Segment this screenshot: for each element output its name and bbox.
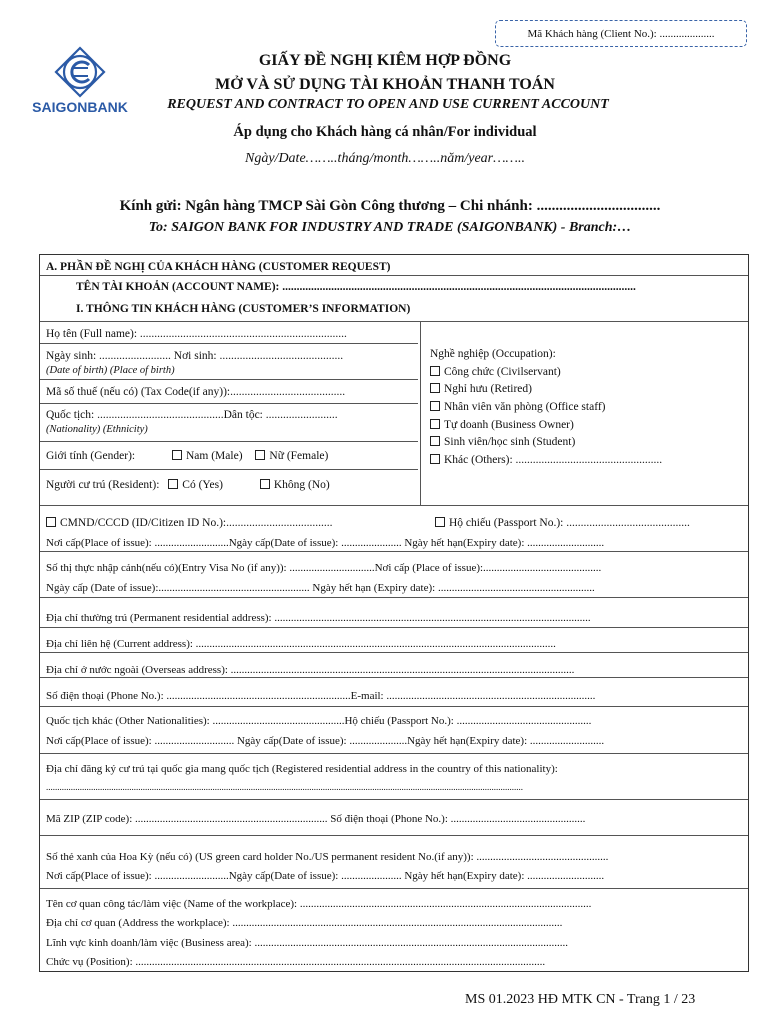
- client-number-box[interactable]: Mã Khách hàng (Client No.): ....................: [495, 20, 747, 47]
- checkbox-icon[interactable]: [430, 383, 440, 393]
- nationality-field[interactable]: Quốc tịch: ............................................Dân tộc: .........................: [46, 409, 338, 421]
- gender-label: Giới tính (Gender):: [46, 450, 136, 462]
- full-name-field[interactable]: Họ tên (Full name): ........................................................................: [46, 328, 347, 340]
- passport-label: Hộ chiếu (Passport No.): ...........................................: [449, 517, 690, 529]
- dob-pob-field[interactable]: Ngày sinh: ......................... Nơi sinh: ...........................................: [46, 350, 344, 362]
- nationality-label-en: (Nationality) (Ethnicity): [46, 424, 148, 435]
- resident-no-label: Không (No): [273, 479, 330, 491]
- date-line[interactable]: Ngày/Date……..tháng/month……..năm/year……..: [245, 151, 525, 166]
- occupation-label: Nghề nghiệp (Occupation):: [430, 348, 556, 360]
- id-card-label: CMND/CCCD (ID/Citizen ID No.):.....................................: [60, 517, 333, 529]
- checkbox-icon[interactable]: [430, 419, 440, 429]
- resident-yes-label: Có (Yes): [182, 479, 223, 491]
- resident-no-option[interactable]: [260, 479, 330, 491]
- dob-pob-label-en: (Date of birth) (Place of birth): [46, 365, 175, 376]
- account-name-field[interactable]: TÊN TÀI KHOẢN (ACCOUNT NAME): ...........................................................................................................................: [76, 281, 636, 293]
- gender-female-label: Nữ (Female): [269, 450, 329, 462]
- checkbox-icon[interactable]: [168, 479, 178, 489]
- occupation-option-civilservant[interactable]: [430, 365, 561, 379]
- title-vi-line2: MỞ VÀ SỬ DỤNG TÀI KHOẢN THANH TOÁN: [215, 76, 555, 93]
- occupation-label-text: Công chức (Civilservant): [444, 366, 561, 378]
- tax-code-field[interactable]: Mã số thuế (nếu có) (Tax Code(if any)):........................................: [46, 386, 346, 398]
- workplace-field[interactable]: Tên cơ quan công tác/làm việc (Name of the workplace): ..........................................................................................................: [46, 898, 592, 910]
- registered-address-field[interactable]: ....................................................................................................................................................................................................................: [46, 782, 523, 792]
- occupation-label-text: Khác (Others): ...................................................: [444, 454, 663, 466]
- visa-field[interactable]: Số thị thực nhập cảnh(nếu có)(Entry Visa No (if any)): ...............................Nơi cấp (Place of issue):...........................................: [46, 562, 602, 574]
- customer-request-form: [39, 254, 749, 972]
- occupation-option-others[interactable]: [430, 453, 662, 467]
- green-card-field[interactable]: Số thẻ xanh của Hoa Kỳ (nếu có) (US green card holder No./US permanent resident No.(if any)): ................................................: [46, 851, 609, 863]
- checkbox-icon[interactable]: [430, 366, 440, 376]
- section-a-heading: A. PHẦN ĐỀ NGHỊ CỦA KHÁCH HÀNG (CUSTOMER REQUEST): [46, 261, 391, 273]
- id-issue-field[interactable]: Nơi cấp(Place of issue): ...........................Ngày cấp(Date of issue): ...................... Ngày hết hạn(Expiry date): ............................: [46, 537, 605, 549]
- passport-option[interactable]: [435, 516, 690, 530]
- gender-male-label: Nam (Male): [186, 450, 243, 462]
- gender-male-option[interactable]: [172, 450, 243, 462]
- green-card-issue-field[interactable]: Nơi cấp(Place of issue): ...........................Ngày cấp(Date of issue): ...................... Ngày hết hạn(Expiry date): ............................: [46, 870, 605, 882]
- registered-address-label: Địa chỉ đăng ký cư trú tại quốc gia mang quốc tịch (Registered residential address in the country of this nationality):: [46, 763, 558, 775]
- addressee-en: To: SAIGON BANK FOR INDUSTRY AND TRADE (SAIGONBANK) - Branch:…: [148, 220, 632, 235]
- resident-label: Người cư trú (Resident):: [46, 479, 160, 491]
- checkbox-icon[interactable]: [430, 436, 440, 446]
- occupation-label-text: Nhân viên văn phòng (Office staff): [444, 401, 606, 413]
- resident-row: [46, 478, 330, 492]
- occupation-option-business-owner[interactable]: [430, 418, 574, 432]
- section-i-heading: I. THÔNG TIN KHÁCH HÀNG (CUSTOMER’S INFORMATION): [76, 303, 411, 315]
- workplace-address-field[interactable]: Địa chỉ cơ quan (Address the workplace): ........................................................................................................................: [46, 917, 563, 929]
- current-address-field[interactable]: Địa chỉ liên hệ (Current address): ...................................................................................................................................: [46, 638, 556, 650]
- checkbox-icon[interactable]: [435, 517, 445, 527]
- gender-row: [46, 449, 328, 463]
- title-en: REQUEST AND CONTRACT TO OPEN AND USE CURRENT ACCOUNT: [167, 97, 609, 112]
- checkbox-icon[interactable]: [172, 450, 182, 460]
- apply-for: Áp dụng cho Khách hàng cá nhân/For individual: [233, 124, 537, 140]
- nationality-issue-field[interactable]: Nơi cấp(Place of issue): ............................. Ngày cấp(Date of issue): .....................Ngày hết hạn(Expiry date): ...........................: [46, 735, 605, 747]
- permanent-address-field[interactable]: Địa chỉ thường trú (Permanent residential address): ...................................................................................................................: [46, 612, 591, 624]
- resident-yes-option[interactable]: [168, 479, 223, 491]
- business-area-field[interactable]: Lĩnh vực kinh doanh/làm việc (Business area): ..................................................................................................................: [46, 937, 568, 949]
- addressee-vi: Kính gửi: Ngân hàng TMCP Sài Gòn Công thương – Chi nhánh: .................................: [119, 198, 661, 214]
- zip-phone-field[interactable]: Mã ZIP (ZIP code): ...................................................................... Số điện thoại (Phone No.): .................................................: [46, 813, 586, 825]
- occupation-label-text: Sinh viên/học sinh (Student): [444, 436, 576, 448]
- occupation-option-office-staff[interactable]: [430, 400, 605, 414]
- checkbox-icon[interactable]: [430, 454, 440, 464]
- occupation-label-text: Tự doanh (Business Owner): [444, 419, 574, 431]
- checkbox-icon[interactable]: [46, 517, 56, 527]
- overseas-address-field[interactable]: Địa chỉ ở nước ngoài (Overseas address): .............................................................................................................................: [46, 664, 575, 676]
- occupation-option-retired[interactable]: [430, 382, 532, 396]
- checkbox-icon[interactable]: [260, 479, 270, 489]
- title-vi-line1: GIẤY ĐỀ NGHỊ KIÊM HỢP ĐỒNG: [258, 52, 512, 69]
- logo-text: SAIGONBANK: [32, 99, 128, 115]
- occupation-label-text: Nghỉ hưu (Retired): [444, 383, 532, 395]
- checkbox-icon[interactable]: [430, 401, 440, 411]
- gender-female-option[interactable]: [255, 450, 328, 462]
- phone-email-field[interactable]: Số điện thoại (Phone No.): ...................................................................E-mail: ............................................................................: [46, 690, 596, 702]
- saigonbank-logo: [24, 46, 136, 116]
- page-footer: MS 01.2023 HĐ MTK CN - Trang 1 / 23: [465, 992, 696, 1007]
- checkbox-icon[interactable]: [255, 450, 265, 460]
- visa-date-field[interactable]: Ngày cấp (Date of issue):....................................................... Ngày hết hạn (Expiry date): .........................................................: [46, 582, 595, 594]
- id-card-option[interactable]: [46, 516, 332, 530]
- position-field[interactable]: Chức vụ (Position): .....................................................................................................................................................: [46, 956, 546, 968]
- occupation-option-student[interactable]: [430, 435, 575, 449]
- other-nationalities-field[interactable]: Quốc tịch khác (Other Nationalities): ................................................Hộ chiếu (Passport No.): .................................................: [46, 715, 592, 727]
